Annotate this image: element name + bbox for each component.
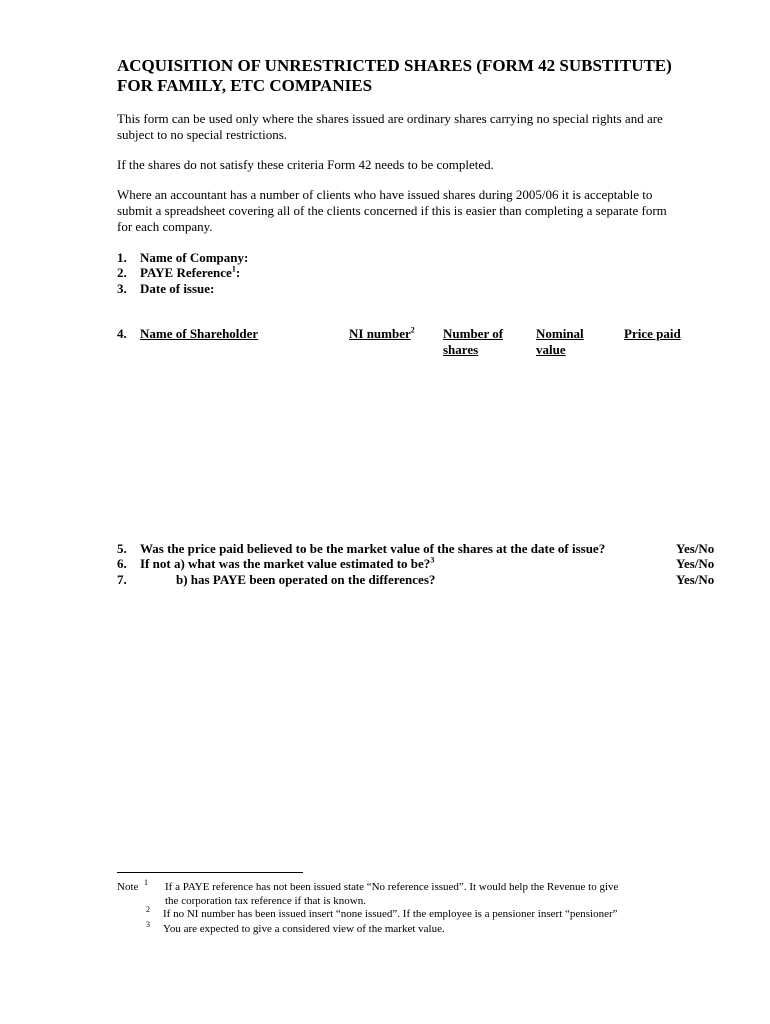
intro-p3-line2: submit a spreadsheet covering all of the clients concerned if this is easier than completing a separate form	[117, 203, 667, 218]
question-5-text: Was the price paid believed to be the market value of the shares at the date of issue?	[140, 541, 606, 556]
field-3-number: 3.	[117, 281, 127, 296]
question-6-text: If not a) what was the market value estimated to be?$^3$	[140, 555, 435, 571]
intro-p1-line2: subject to no special restrictions.	[117, 127, 288, 142]
note-1-number: 1	[144, 878, 148, 887]
title-line-1: ACQUISITION OF UNRESTRICTED SHARES (FORM 42 SUBSTITUTE)	[117, 56, 672, 75]
note-3-text: You are expected to give a considered view of the market value.	[163, 923, 445, 935]
intro-paragraph-2: If the shares do not satisfy these criteria Form 42 needs to be completed.	[117, 157, 494, 172]
intro-p1-line1: This form can be used only where the shares issued are ordinary shares carrying no special rights and are	[117, 111, 663, 126]
date-of-issue-label: Date of issue:	[140, 281, 215, 296]
question-7-number: 7.	[117, 572, 127, 587]
note-1-line2: the corporation tax reference if that is known.	[165, 895, 366, 907]
note-3-number: 3	[146, 920, 150, 929]
paye-reference-label: PAYE Reference$^1$:	[140, 264, 241, 280]
question-5-number: 5.	[117, 541, 127, 556]
note-1-line1: If a PAYE reference has not been issued state “No reference issued”. It would help the Revenue to give	[165, 881, 619, 893]
intro-p3-line1: Where an accountant has a number of clients who have issued shares during 2005/06 it is acceptable to	[117, 187, 653, 202]
question-5-answer: Yes/No	[676, 541, 715, 556]
field-1-number: 1.	[117, 250, 127, 265]
intro-paragraph-3	[117, 187, 727, 235]
question-7-answer: Yes/No	[676, 572, 715, 587]
intro-paragraph-1	[117, 111, 727, 143]
company-name-label: Name of Company:	[140, 250, 249, 265]
column-nominal-value: Nominal value	[536, 326, 584, 357]
question-7-text: b) has PAYE been operated on the differences?	[176, 572, 436, 587]
question-6-number: 6.	[117, 556, 127, 571]
note-2-number: 2	[146, 905, 150, 914]
intro-p3-line3: for each company.	[117, 219, 213, 234]
form-title	[117, 56, 737, 96]
title-line-2: FOR FAMILY, ETC COMPANIES	[117, 76, 373, 95]
question-6-answer: Yes/No	[676, 556, 715, 571]
column-ni-number: NI number$^2$	[349, 325, 415, 341]
table-number: 4.	[117, 326, 127, 341]
footnote-divider	[117, 872, 303, 873]
note-2-text: If no NI number has been issued insert “none issued”. If the employee is a pensioner insert “pensioner”	[163, 908, 618, 920]
column-shareholder: Name of Shareholder	[140, 326, 259, 341]
column-price-paid: Price paid	[624, 326, 681, 341]
note-label: Note	[117, 881, 139, 893]
column-number-of-shares: Number of shares	[443, 326, 504, 357]
field-2-number: 2.	[117, 265, 127, 280]
